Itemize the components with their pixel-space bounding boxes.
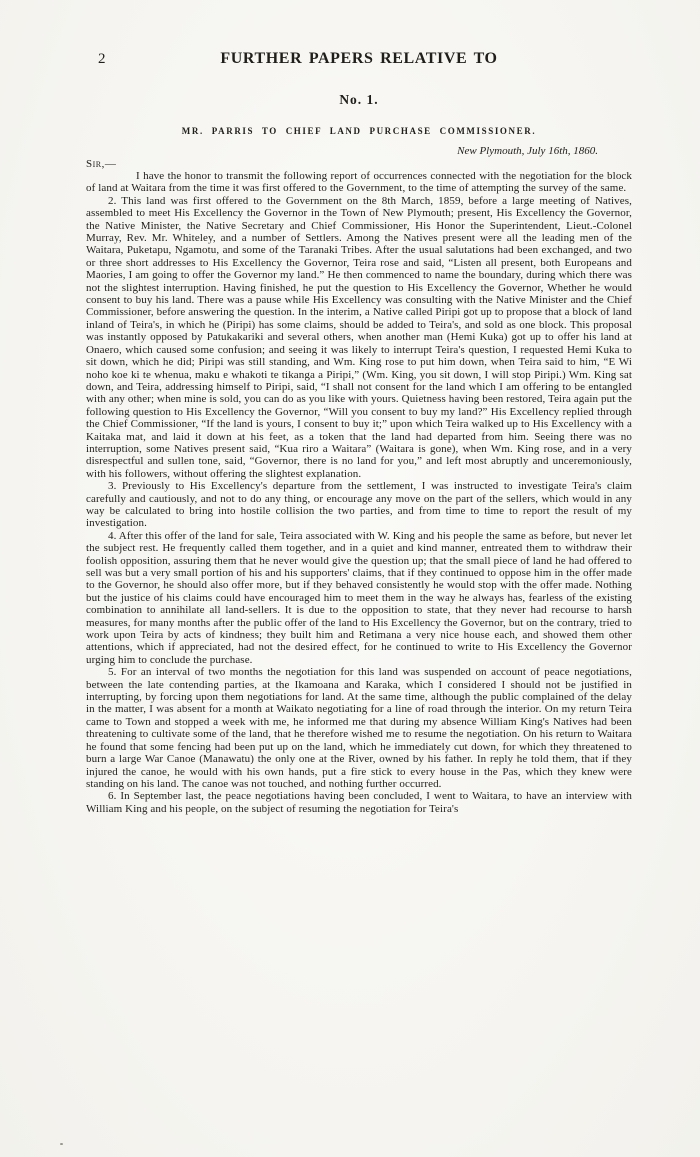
page-number: 2: [98, 51, 106, 67]
running-title: FURTHER PAPERS RELATIVE TO: [220, 50, 498, 67]
scan-speck: [60, 1143, 63, 1145]
page-header: [86, 50, 632, 68]
dateline: New Plymouth, July 16th, 1860.: [457, 145, 598, 157]
paragraph-3: 3. Previously to His Excellency's departure from the settlement, I was instructed to investigate Teira's claim carefully and cautiously, and not to do any thing, or encourage any move on the part of the sellers, which would in any way be calculated to bring into hostile collision the two parties, and from time to time to report the result of my investigation.: [86, 480, 632, 530]
document-number: No. 1.: [339, 92, 379, 107]
subject-line: MR. PARRIS TO CHIEF LAND PURCHASE COMMISSIONER.: [181, 126, 537, 136]
paragraph-4: 4. After this offer of the land for sale, Teira associated with W. King and his people the same as before, but never let the subject rest. He frequently called them together, and in a quiet and kind manner, entreated them to withdraw their foolish opposition, assuring them that he never would give the question up; that the small piece of land he had offered to sell was but a very small portion of his and his supporters' claims, that if they continued to oppose him in the offer made to the Governor, he should also offer more, but if they behaved consistently he would stop with the offer made. Nothing but the justice of his claims could have encouraged him to meet them in the way he always has, fearless of the existing combination to annihilate all land-sellers. It is due to the opposition to state, that they never had recourse to harsh measures, for many months after the public offer of the land to His Excellency the Governor, but on the contrary, tried to work upon Teira by acts of kindness; they built him and Retimana a very nice house each, and showed them other attentions, which if appreciated, had not the desired effect, for he continued to write to His Excellency the Governor urging him to conclude the purchase.: [86, 529, 632, 666]
letter-body: [86, 170, 632, 815]
paragraph-1: I have the honor to transmit the following report of occurrences connected with the negotiation for the block of land at Waitara from the time it was first offered to the Government, to the time of attempting the survey of the same.: [86, 170, 632, 195]
salutation: Sir,—: [86, 158, 117, 170]
paragraph-5: 5. For an interval of two months the negotiation for this land was suspended on account of peace negotiations, between the late contending parties, at the Ikamoana and Karaka, which I considered I should not be justified in interrupting, by forcing upon them negotiations for land. At the same time, although the public complained of the delay in the matter, I was absent for a month at Waikato negotiating for a line of road through the interior. On my return Teira came to Town and stopped a week with me, he informed me that during my absence William King's Natives had been threatening to cultivate some of the land, that he therefore wished me to resume the negotiation. On his return to Waitara he found that some fencing had been put up on the land, which he immediately cut down, for which they threatened to burn a large War Canoe (Manawatu) the only one at the River, owned by his father. In reply he told them, that if they injured the canoe, he would with his own hands, put a fire stick to every house in the Pas, which they knew were standing on his land. The canoe was not touched, and nothing further occurred.: [86, 666, 632, 790]
paragraph-6: 6. In September last, the peace negotiations having been concluded, I went to Waitara, to have an interview with William King and his people, on the subject of resuming the negotiation for Teira's: [86, 790, 632, 815]
paragraph-2: 2. This land was first offered to the Government on the 8th March, 1859, before a large meeting of Natives, assembled to meet His Excellency the Governor in the Town of New Plymouth; present, His Excellency the Governor, the Native Minister, the Native Secretary and Chief Commissioner, His Honor the Superintendent, Lieut.-Colonel Murray, Rev. Mr. Whiteley, and a number of Settlers. Among the Natives present were all the leading men of the Waitara, Puketapu, Ngamotu, and some of the Taranaki Tribes. After the usual salutations had been exchanged, and two or three short addresses to His Excellency the Governor, Teira rose and said, “Listen all present, both Europeans and Maories, I am going to offer the Governor my land.” He then commenced to name the boundary, during which there was not the slightest interruption. Having finished, he put the question to His Excellency the Governor, Whether he would consent to buy his land. There was a pause while His Excellency was consulting with the Native Minister and the Chief Commissioner, before answering the question. In the interim, a Native called Piripi got up to propose that a block of land inland of Teira's, in which he (Piripi) has some claims, should be added to Teira's, and sold as one block. This proposal was instantly opposed by Patukakariki and several others, when another man (Hemi Kuka) got up to offer his land at Onaero, which caused some confusion; and seeing it was likely to interrupt Teira's question, I requested Hemi Kuka to sit down, which he did; Piripi was still standing, and Wm. King rose to put him down, when Teira said to him, “E Wi noho koe ki te whenua, maku e whakoti te tikanga a Piripi,” (Wm. King, you sit down, I will stop Piripi.) Wm. King sat down, and Teira, addressing himself to Piripi, said, “I shall not consent for the land which I am offering to be entangled with any other; when mine is sold, you can do as you like with yours. Quietness having been restored, Teira again put the following question to His Excellency the Governor, “Will you consent to buy my land?” His Excellency replied through the Chief Commissioner, “If the land is yours, I consent to buy it;” upon which Teira walked up to His Excellency with a Kaitaka mat, and laid it down at his feet, as a token that the land had departed from him. Seeing there was no interruption, some Natives present said, “Kua riro a Waitara” (Waitara is gone), when Wm. King rose, and in a very disrespectful and sullen tone, said, “Governor, there is no land for you,” and left most abruptly and unceremoniously, with his followers, without offering the slightest explanation.: [86, 194, 632, 480]
